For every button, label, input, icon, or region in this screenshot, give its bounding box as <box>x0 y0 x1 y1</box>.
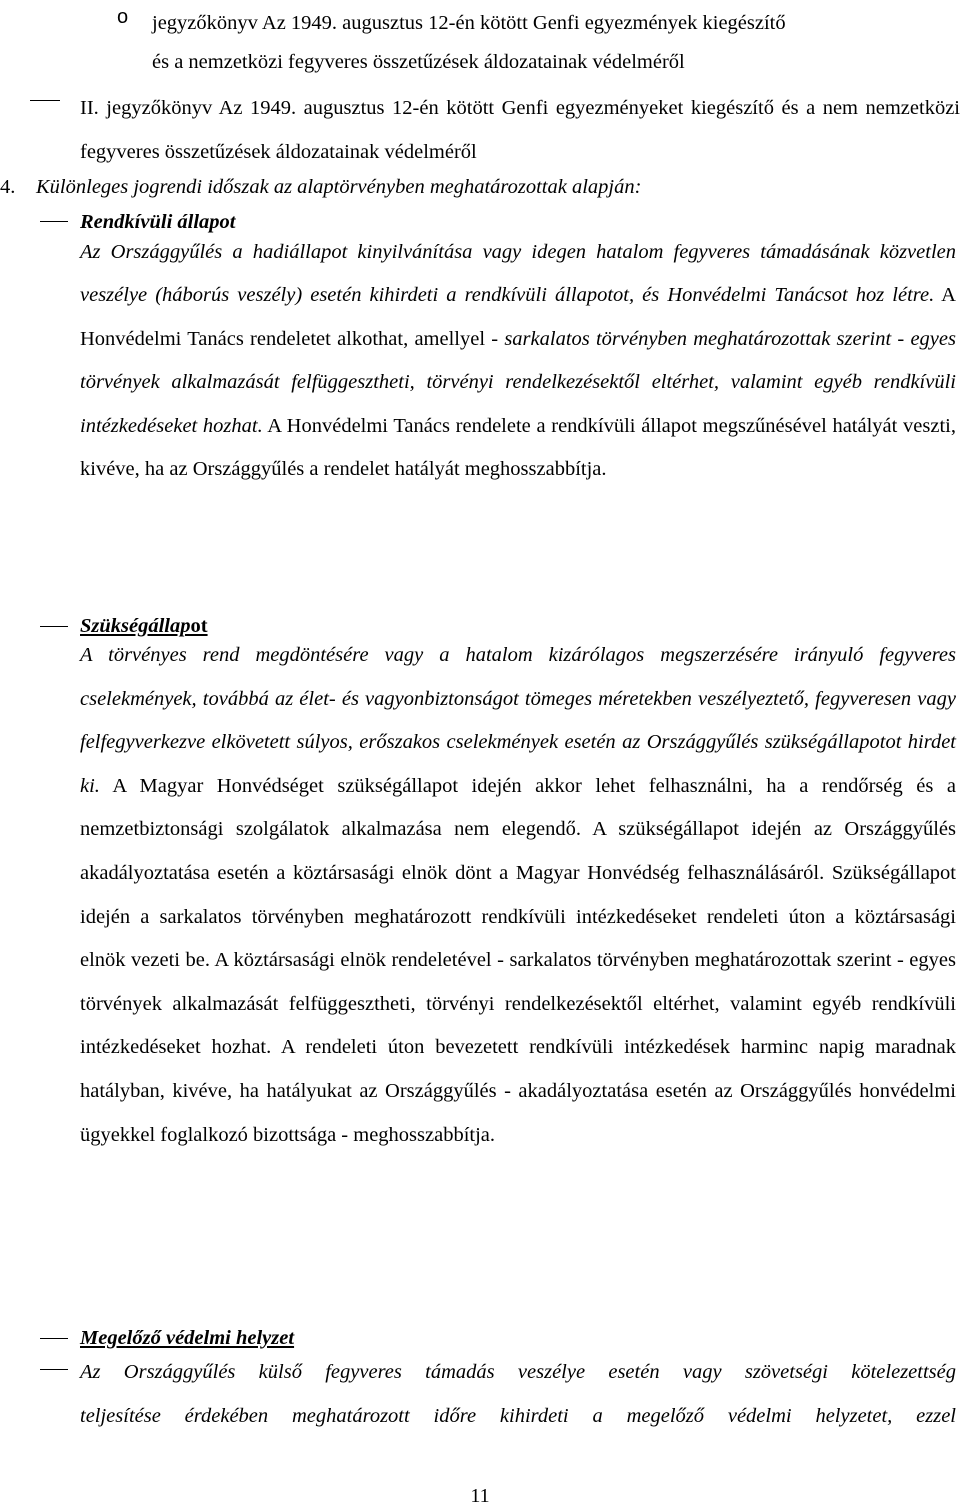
megelozo-body: Az Országgyűlés külső fegyveres támadás veszélye esetén vagy szövetségi kötelezettség teljesítése érdekében meghatározott időre kihirdeti a megelőző védelmi helyzetet, ezzel <box>80 1361 956 1427</box>
protocol-1-text <box>152 6 952 80</box>
dash-marker <box>40 626 68 627</box>
szuksegallapot-body: A törvényes rend megdöntésére vagy a hatalom kizárólagos megszerzésére irányuló fegyveres cselekmények, továbbá az élet- és vagyonbiztonságot tömeges méretekben veszélyeztető, fegyveresen vagy felfegyverkezve elkövetett súlyos, erőszakos cselekmények esetén az Országgyűlés szükségállapotot hirdet ki. A Magyar Honvédséget szükségállapot idején akkor lehet felhasználni, ha a rendőrség és a nemzetbiztonsági szolgálatok alkalmazása nem elegendő. A szükségállapot idején az Országgyűlés akadályoztatása esetén a köztársasági elnök dönt a Magyar Honvédség felhasználásáról. Szükségállapot idején a sarkalatos törvényben meghatározott rendkívüli intézkedéseket rendeleti úton a köztársasági elnök vezeti be. A köztársasági elnök rendeletével - sarkalatos törvényben meghatározottak szerint - egyes törvények alkalmazását felfüggesztheti, törvényi rendelkezésektől eltérhet, valamint egyéb rendkívüli intézkedéseket hozhat. A rendeleti úton bevezetett rendkívüli intézkedések harminc napig maradnak hatályban, kivéve, ha hatályukat az Országgyűlés - akadályoztatása esetén az Országgyűlés honvédelmi ügyekkel foglalkozó bizottsága - meghosszabbítja. <box>80 644 956 1146</box>
dash-marker <box>40 1369 68 1370</box>
dash-marker <box>40 1338 68 1339</box>
rendkivuli-allapot-body: Az Országgyűlés a hadiállapot kinyilvánítása vagy idegen hatalom fegyveres támadásának közvetlen veszélye (háborús veszély) esetén kihirdeti a rendkívüli állapotot, és Honvédelmi Tanácsot hoz létre. A Honvédelmi Tanács rendeletet alkothat, amellyel - sarkalatos törvényben meghatározottak szerint - egyes törvények alkalmazását felfüggesztheti, törvényi rendelkezésektől eltérhet, valamint egyéb rendkívüli intézkedéseket hozhat. A Honvédelmi Tanács rendelete a rendkívüli állapot megszűnésével hatályát veszti, kivéve, ha az Országgyűlés a rendelet hatályát meghosszabbítja. <box>80 241 956 481</box>
page-number: 11 <box>470 1485 490 1507</box>
protocol-2-text: II. jegyzőkönyv Az 1949. augusztus 12-én kötött Genfi egyezményeket kiegészítő és a nem nemzetközi fegyveres összetűzések áldozatainak védelméről <box>80 97 960 163</box>
megelozo-vedelmi-helyzet-title: Megelőző védelmi helyzet <box>80 1327 295 1349</box>
section-4-heading: Különleges jogrendi időszak az alaptörvényben meghatározottak alapján: <box>36 176 642 198</box>
rendkivuli-allapot-title: Rendkívüli állapot <box>80 211 236 233</box>
protocol-1-line-1: jegyzőkönyv Az 1949. augusztus 12-én kötött Genfi egyezmények kiegészítő <box>152 12 786 34</box>
dash-marker <box>30 100 60 101</box>
protocol-1-line-2: és a nemzetközi fegyveres összetűzések áldozatainak védelméről <box>152 51 685 73</box>
section-number: 4. <box>0 176 16 198</box>
szuksegallapot-title: Szükségállapot <box>80 615 208 637</box>
dash-marker <box>40 221 68 222</box>
bullet-o-marker: o <box>117 6 129 28</box>
